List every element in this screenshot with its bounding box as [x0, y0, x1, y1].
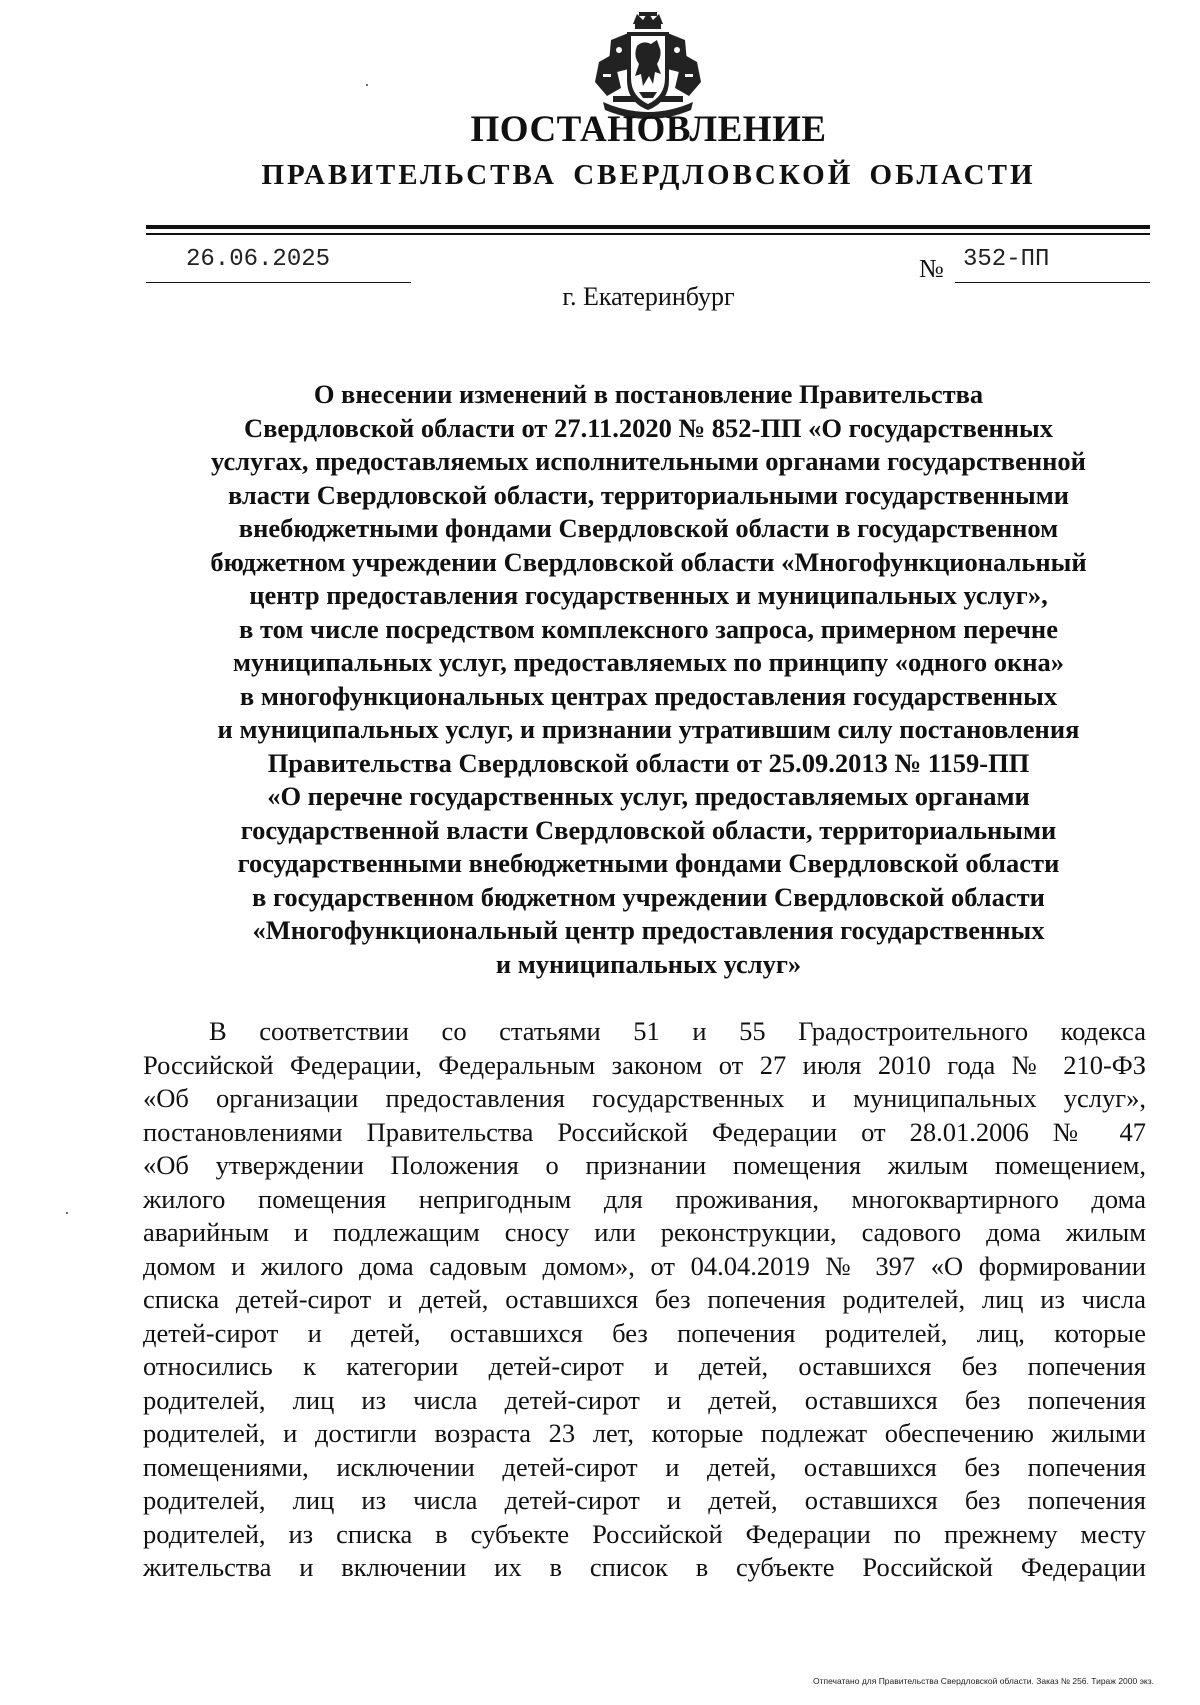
body-line: «Об организации предоставления государственных и муниципальных услуг», [143, 1083, 1146, 1113]
heading-line: Правительства Свердловской области от 25.09.2013 № 1159-ПП [267, 747, 1030, 778]
heading-line: О внесении изменений в постановление Правительства [313, 379, 984, 409]
body-line: родителей, лиц из числа детей-сирот и детей, оставшихся без попечения [143, 1485, 1146, 1515]
header-divider-thick [146, 225, 1150, 229]
document-number: 352-ПП [963, 246, 1050, 273]
body-line: жительства и включении их в список в субъекте Российской Федерации [143, 1552, 1146, 1582]
body-line: постановлениями Правительства Российской Федерации от 28.01.2006 № 47 [143, 1116, 1146, 1147]
heading-line: в том числе посредством комплексного запроса, примерном перечне [239, 613, 1058, 644]
heading-line: муниципальных услуг, предоставляемых по принципу «одного окна» [233, 647, 1064, 677]
document-subtitle: ПРАВИТЕЛЬСТВА СВЕРДЛОВСКОЙ ОБЛАСТИ [261, 159, 1036, 191]
body-line: родителей, лиц из числа детей-сирот и детей, оставшихся без попечения [143, 1384, 1146, 1415]
document-title: ПОСТАНОВЛЕНИЕ [470, 109, 827, 150]
heading-line: «Многофункциональный центр предоставления государственных [252, 915, 1045, 945]
body-line: домом и жилого дома садовым домом», от 04.04.2019 № 397 «О формировании [143, 1250, 1146, 1281]
number-sign: № [919, 254, 944, 283]
heading-line: Свердловской области от 27.11.2020 № 852-ПП «О государственных [243, 412, 1053, 443]
body-line: списка детей-сирот и детей, оставшихся без попечения родителей, лиц из числа [143, 1284, 1146, 1314]
heading-line: бюджетном учреждении Свердловской области «Многофункциональный [210, 546, 1087, 577]
heading-line: в многофункциональных центрах предоставления государственных [239, 680, 1058, 711]
document-date: 26.06.2025 [186, 246, 331, 273]
heading-line: услугах, предоставляемых исполнительными органами государственной [211, 446, 1086, 476]
body-line: детей-сирот и детей, оставшихся без попечения родителей, лиц, которые [143, 1317, 1146, 1348]
heading-line: «О перечне государственных услуг, предоставляемых органами [267, 781, 1030, 811]
heading-line: внебюджетными фондами Свердловской области в государственном [238, 513, 1059, 543]
document-body [143, 1015, 1146, 1585]
document-heading [140, 378, 1157, 981]
body-line: помещениями, исключении детей-сирот и детей, оставшихся без попечения [143, 1451, 1146, 1482]
heading-line: центр предоставления государственных и муниципальных услуг», [249, 580, 1048, 610]
heading-line: и муниципальных услуг, и признании утратившим силу постановления [217, 714, 1080, 744]
body-line: аварийным и подлежащим сносу или реконструкции, садового дома жилым [143, 1217, 1146, 1247]
body-line: Российской Федерации, Федеральным законом от 27 июля 2010 года № 210-ФЗ [143, 1049, 1146, 1080]
scan-speck [66, 1212, 68, 1214]
heading-line: государственными внебюджетными фондами Свердловской области [237, 848, 1060, 878]
scan-speck [366, 84, 368, 86]
body-line: родителей, и достигли возраста 23 лет, которые подлежат обеспечению жилыми [143, 1418, 1146, 1448]
body-line: В соответствии со статьями 51 и 55 Градостроительного кодекса [209, 1016, 1146, 1046]
heading-line: в государственном бюджетном учреждении Свердловской области [252, 881, 1045, 912]
body-line: родителей, из списка в субъекте Российской Федерации по прежнему месту [143, 1518, 1146, 1549]
body-line: «Об утверждении Положения о признании помещения жилым помещением, [143, 1150, 1146, 1180]
header-divider-thin [146, 233, 1150, 235]
print-imprint: Отпечатано для Правительства Свердловской области. Заказ № 256. Тираж 2000 экз. [812, 1676, 1154, 1686]
body-line: относились к категории детей-сирот и детей, оставшихся без попечения [143, 1351, 1146, 1381]
heading-line: и муниципальных услуг» [495, 948, 802, 979]
body-line: жилого помещения непригодным для проживания, многоквартирного дома [143, 1183, 1146, 1214]
heading-line: государственной власти Свердловской области, территориальными [240, 814, 1057, 845]
heading-line: власти Свердловской области, территориальными государственными [227, 479, 1070, 510]
document-city: г. Екатеринбург [562, 282, 735, 311]
